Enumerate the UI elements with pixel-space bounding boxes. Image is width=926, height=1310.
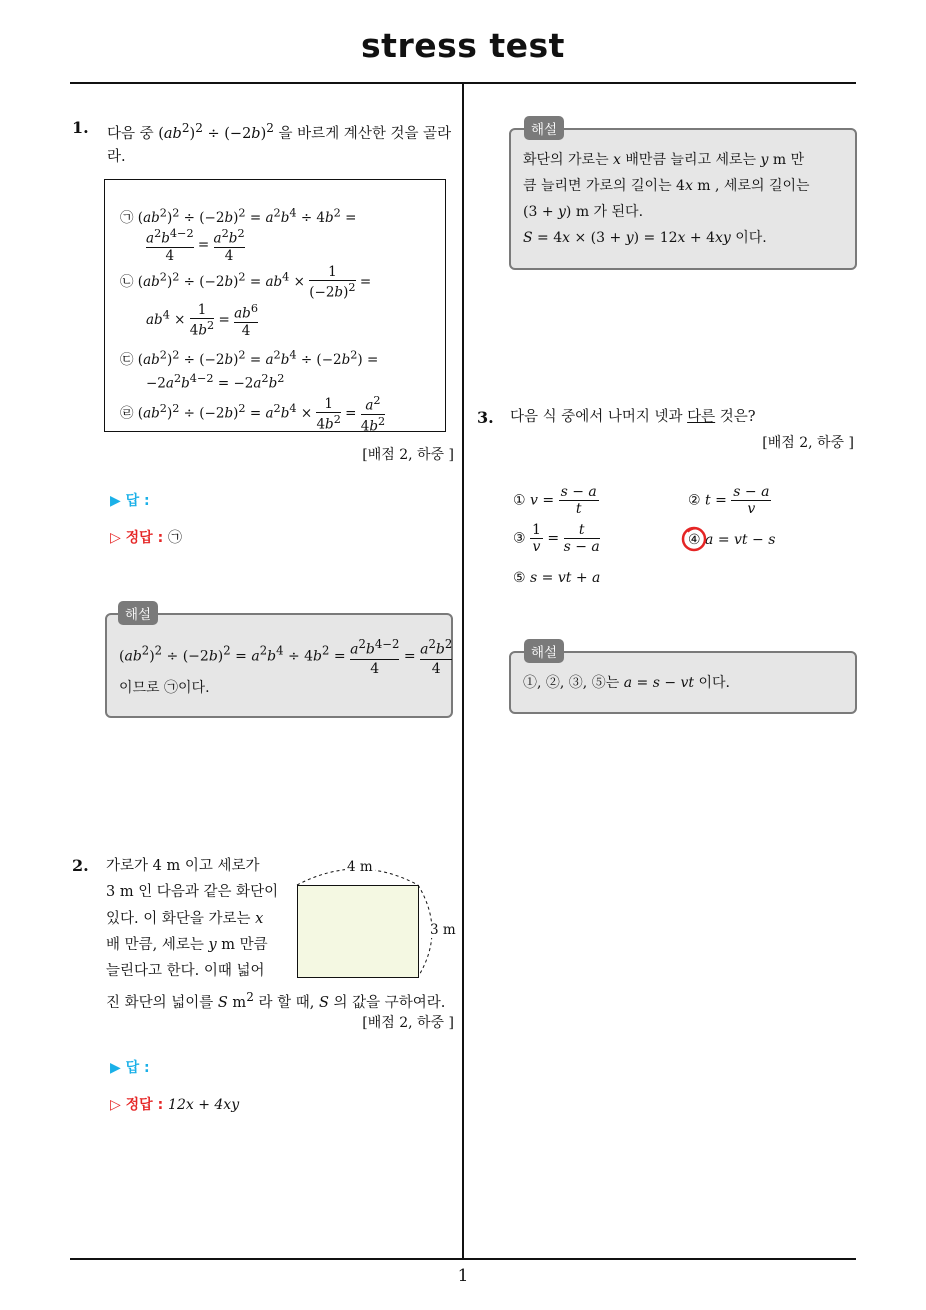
explanation-line-2: 이므로 ㉠이다. (119, 680, 210, 696)
height-label: 3 m (430, 922, 456, 938)
correct-answer-value: ㉠ (168, 530, 183, 546)
option-3: ③ $\frac{1}{v}$ = $\frac{t}{s - a}$ (513, 522, 600, 555)
question-text-line-5: 늘린다고 한다. 이때 넓어 (106, 963, 265, 979)
width-label: 4 m (347, 859, 373, 875)
choice-b-line-2: $ab^4$ × $\frac{1}{4b^2}$ = $\frac{ab^6}{4}$ (146, 302, 258, 339)
choice-c-line-2: $-2a^2b^{4-2} = -2a^2b^2$ (146, 372, 285, 392)
choice-a-line-2: $\frac{a^2b^{4-2}}{4}$ = $\frac{a^2b^2}{4}$ (146, 227, 245, 264)
explanation-line-3: (3 + y) m 가 된다. (523, 204, 644, 220)
explanation-text: ①, ②, ③, ⑤는 a = s − vt 이다. (523, 675, 731, 691)
question-text-line-3: 있다. 이 화단을 가로는 x (106, 911, 264, 927)
question-text-line-1: 다음 중 $(ab^2)^2 \div (-2b)^2$ 을 바르게 계산한 것을 골라 (107, 121, 452, 142)
choice-c-line-1: ㉢ $(ab^2)^2 \div (-2b)^2 = a^2b^4 \div (-2b^2)$ = (120, 348, 379, 368)
explanation-line-4: S = 4x × (3 + y) = 12x + 4xy 이다. (523, 230, 767, 246)
explanation-line-1: 화단의 가로는 x 배만큼 늘리고 세로는 y m 만 (523, 152, 805, 168)
question-number: 3. (477, 408, 494, 427)
selected-circle-icon (680, 524, 710, 554)
choice-b-line-1: ㉡ $(ab^2)^2 \div (-2b)^2 = ab^4$ × $\frac{1}{(-2b)^2}$ = (120, 264, 372, 301)
explanation-tag: 해설 (524, 639, 564, 663)
question-score: [배점 2, 하중 ] (362, 447, 454, 463)
explanation-tag: 해설 (118, 601, 158, 625)
choice-a-line-1: ㉠ $(ab^2)^2 \div (-2b)^2 = a^2b^4 \div 4b^2$ = (120, 206, 357, 226)
question-text: 다음 식 중에서 나머지 넷과 다른 것은? (510, 409, 756, 425)
explanation-tag: 해설 (524, 116, 564, 140)
question-score: [배점 2, 하중 ] (362, 1015, 454, 1031)
question-text-line-2: 3 m 인 다음과 같은 화단이 (106, 884, 279, 900)
question-score: [배점 2, 하중 ] (762, 435, 854, 451)
question-text-line-1: 가로가 4 m 이고 세로가 (106, 858, 260, 874)
option-4: ④ a = vt − s (688, 532, 776, 548)
option-1: ① v = $\frac{s - a}{t}$ (513, 484, 597, 517)
question-number: 1. (72, 118, 89, 137)
option-2: ② t = $\frac{s - a}{v}$ (688, 484, 770, 517)
correct-answer: ▷ 정답 : ㉠ (110, 530, 183, 546)
garden-rectangle (297, 885, 419, 978)
question-number: 2. (72, 856, 89, 875)
option-5: ⑤ s = vt + a (513, 570, 601, 586)
correct-answer-value: 12x + 4xy (168, 1097, 240, 1113)
question-text-line-4: 배 만큼, 세로는 y m 만큼 (106, 937, 268, 953)
correct-answer: ▷ 정답 : 12x + 4xy (110, 1097, 240, 1113)
explanation-line-2: 큼 늘리면 가로의 길이는 4x m , 세로의 길이는 (523, 178, 810, 194)
column-divider (462, 82, 464, 1259)
answer-label: ▶ 답 : (110, 1060, 150, 1076)
answer-label: ▶ 답 : (110, 493, 150, 509)
page-title: stress test (361, 26, 565, 65)
page-number: 1 (457, 1266, 469, 1286)
choice-d-line-1: ㉣ $(ab^2)^2 \div (-2b)^2 = a^2b^4$ × $\frac{1}{4b^2}$ = $\frac{a^2}{4b^2}$ (120, 394, 386, 434)
question-text-line-6: 진 화단의 넓이를 S $m^2$ 라 할 때, S 의 값을 구하여라. (106, 990, 446, 1011)
question-text-line-2: 라. (107, 149, 126, 165)
explanation-line-1: $(ab^2)^2 \div (-2b)^2 = a^2b^4 \div 4b^2$ = $\frac{a^2b^{4-2}}{4}$ = $\frac{a^2b^2}{4}$ (119, 637, 453, 677)
footer-rule (70, 1258, 856, 1260)
